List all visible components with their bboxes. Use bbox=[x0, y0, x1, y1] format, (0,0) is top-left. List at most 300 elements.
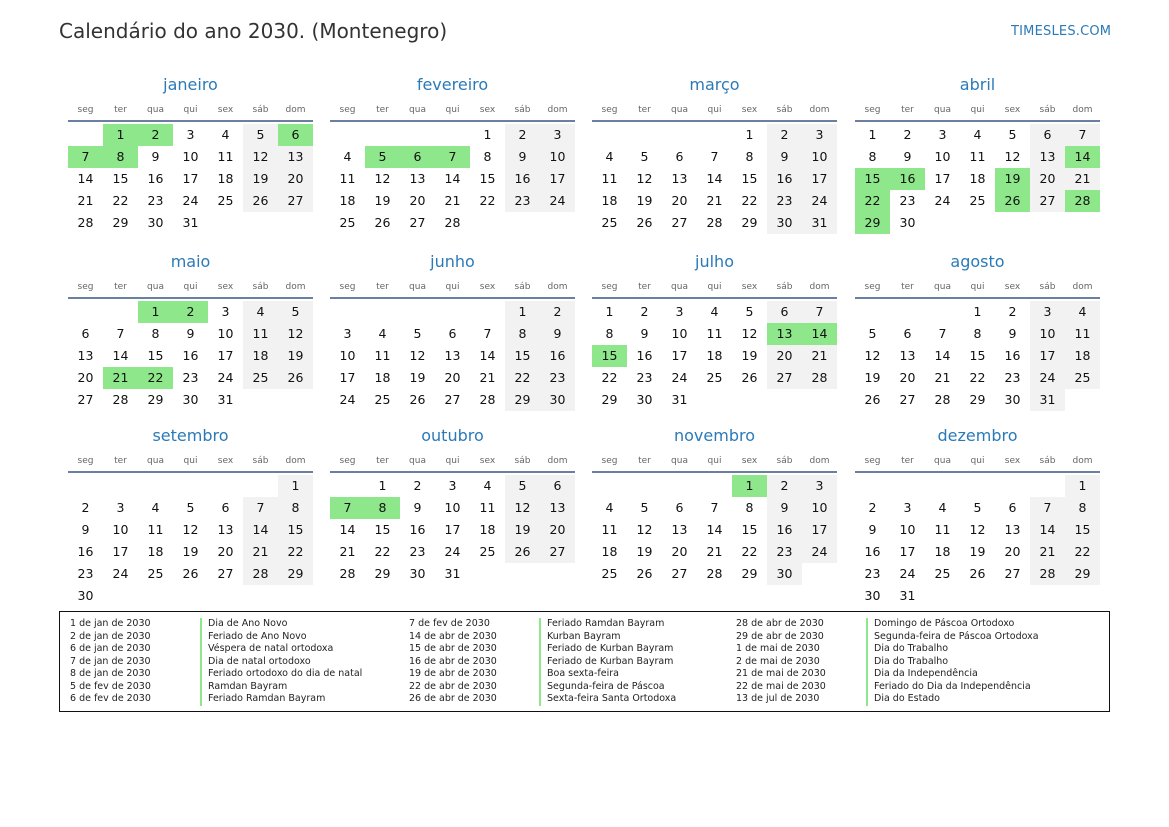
legend-date: 13 de jul de 2030 bbox=[736, 693, 820, 704]
day-cell: 26 bbox=[278, 367, 313, 389]
day-cell: 11 bbox=[601, 171, 618, 186]
legend-date: 22 de mai de 2030 bbox=[736, 680, 826, 692]
weekday-label: qui bbox=[183, 282, 198, 292]
day-cell: 9 bbox=[868, 522, 877, 537]
legend-holiday-name: Segunda-feira de Páscoa bbox=[547, 680, 665, 692]
weekday-label: qui bbox=[183, 456, 198, 466]
weekday-label: sex bbox=[479, 282, 496, 292]
weekday-label: sáb bbox=[514, 456, 531, 466]
day-cell: 10 bbox=[802, 497, 837, 519]
legend-date: 6 de jan de 2030 bbox=[70, 643, 151, 654]
day-cell: 9 bbox=[1008, 326, 1017, 341]
day-cell: 21 bbox=[706, 193, 723, 208]
weekday-header bbox=[68, 282, 313, 292]
day-cell: 23 bbox=[1004, 370, 1021, 385]
month-name: maio bbox=[170, 252, 211, 271]
day-cell: 14 bbox=[802, 323, 837, 345]
day-cell: 24 bbox=[899, 566, 916, 581]
legend-holiday-name: Ramdan Bayram bbox=[208, 680, 288, 692]
day-cell: 7 bbox=[243, 497, 278, 519]
day-cell: 16 bbox=[409, 522, 426, 537]
weekday-label: seg bbox=[339, 456, 356, 466]
day-cell: 1 bbox=[378, 478, 387, 493]
header-rule bbox=[68, 120, 313, 122]
day-cell: 5 bbox=[365, 146, 400, 168]
day-cell: 13 bbox=[444, 348, 461, 363]
legend-holiday-name: Dia do Estado bbox=[874, 693, 940, 704]
legend-date: 7 de fev de 2030 bbox=[409, 618, 490, 629]
day-cell: 5 bbox=[745, 304, 754, 319]
day-cell: 16 bbox=[147, 171, 164, 186]
day-cell: 18 bbox=[147, 544, 164, 559]
day-cell: 23 bbox=[147, 193, 164, 208]
weekday-label: dom bbox=[547, 282, 568, 292]
day-cell: 20 bbox=[671, 544, 688, 559]
day-cell: 21 bbox=[339, 544, 356, 559]
day-cell: 28 bbox=[706, 215, 723, 230]
day-cell: 10 bbox=[671, 326, 688, 341]
day-cell: 23 bbox=[899, 193, 916, 208]
day-cell: 28 bbox=[339, 566, 356, 581]
day-cell: 8 bbox=[973, 326, 982, 341]
weekday-label: qui bbox=[707, 282, 722, 292]
day-cell: 3 bbox=[221, 304, 230, 319]
day-cell: 27 bbox=[217, 566, 234, 581]
day-cell: 14 bbox=[339, 522, 356, 537]
day-cell: 30 bbox=[409, 566, 426, 581]
day-cell: 25 bbox=[601, 215, 618, 230]
day-cell: 2 bbox=[173, 301, 208, 323]
day-cell: 14 bbox=[706, 522, 723, 537]
header-rule bbox=[592, 297, 837, 299]
day-cell: 15 bbox=[505, 345, 540, 367]
day-cell: 14 bbox=[706, 171, 723, 186]
day-cell: 8 bbox=[745, 149, 754, 164]
day-cell: 18 bbox=[1065, 345, 1100, 367]
legend-divider bbox=[539, 618, 541, 706]
day-cell: 7 bbox=[710, 149, 719, 164]
day-cell: 8 bbox=[1065, 497, 1100, 519]
legend-holiday-name: Véspera de natal ortodoxa bbox=[208, 643, 334, 654]
day-cell: 20 bbox=[77, 370, 94, 385]
day-cell: 27 bbox=[899, 392, 916, 407]
day-cell: 4 bbox=[221, 127, 230, 142]
weekday-label: sex bbox=[217, 282, 234, 292]
day-cell: 20 bbox=[1030, 168, 1065, 190]
weekday-label: qua bbox=[147, 456, 164, 466]
day-cell: 5 bbox=[640, 149, 649, 164]
day-cell: 29 bbox=[147, 392, 164, 407]
day-cell: 20 bbox=[671, 193, 688, 208]
weekday-label: sáb bbox=[1039, 282, 1056, 292]
day-cell: 6 bbox=[81, 326, 90, 341]
weekday-header bbox=[855, 105, 1100, 115]
day-cell: 13 bbox=[671, 171, 688, 186]
day-cell: 1 bbox=[868, 127, 877, 142]
day-cell: 12 bbox=[636, 522, 653, 537]
day-cell: 9 bbox=[413, 500, 422, 515]
day-cell: 26 bbox=[409, 392, 426, 407]
day-cell: 12 bbox=[969, 522, 986, 537]
day-cell: 24 bbox=[444, 544, 461, 559]
month-name: julho bbox=[695, 252, 734, 271]
day-cell: 30 bbox=[899, 215, 916, 230]
day-cell: 10 bbox=[217, 326, 234, 341]
legend-divider bbox=[866, 618, 868, 706]
day-cell: 9 bbox=[540, 323, 575, 345]
day-cell: 4 bbox=[973, 127, 982, 142]
legend-holiday-name: Kurban Bayram bbox=[547, 630, 621, 642]
weekday-header bbox=[330, 456, 575, 466]
day-cell: 19 bbox=[505, 519, 540, 541]
legend-holiday-name: Feriado Ramdan Bayram bbox=[547, 618, 665, 629]
day-cell: 13 bbox=[1004, 522, 1021, 537]
day-cell: 26 bbox=[636, 566, 653, 581]
day-cell: 10 bbox=[182, 149, 199, 164]
day-cell: 1 bbox=[732, 475, 767, 497]
day-cell: 22 bbox=[855, 190, 890, 212]
day-cell: 2 bbox=[1008, 304, 1017, 319]
day-cell: 18 bbox=[217, 171, 234, 186]
weekday-label: ter bbox=[901, 105, 914, 115]
day-cell: 3 bbox=[540, 124, 575, 146]
day-cell: 27 bbox=[540, 541, 575, 563]
weekday-label: sex bbox=[217, 456, 234, 466]
day-cell: 26 bbox=[374, 215, 391, 230]
day-cell: 24 bbox=[802, 190, 837, 212]
day-cell: 17 bbox=[339, 370, 356, 385]
day-cell: 14 bbox=[1030, 519, 1065, 541]
weekday-label: sáb bbox=[514, 105, 531, 115]
day-cell: 21 bbox=[1030, 541, 1065, 563]
day-cell: 7 bbox=[116, 326, 125, 341]
weekday-label: qui bbox=[445, 456, 460, 466]
weekday-label: qua bbox=[934, 282, 951, 292]
day-cell: 5 bbox=[243, 124, 278, 146]
day-cell: 11 bbox=[969, 149, 986, 164]
header-rule bbox=[330, 120, 575, 122]
day-cell: 21 bbox=[934, 370, 951, 385]
day-cell: 30 bbox=[77, 588, 94, 603]
day-cell: 3 bbox=[1030, 301, 1065, 323]
weekday-label: qui bbox=[445, 282, 460, 292]
legend-divider bbox=[200, 618, 202, 706]
legend-date: 19 de abr de 2030 bbox=[409, 668, 497, 679]
day-cell: 11 bbox=[374, 348, 391, 363]
day-cell: 7 bbox=[938, 326, 947, 341]
day-cell: 1 bbox=[103, 124, 138, 146]
day-cell: 5 bbox=[868, 326, 877, 341]
day-cell: 31 bbox=[182, 215, 199, 230]
weekday-label: sáb bbox=[776, 456, 793, 466]
day-cell: 21 bbox=[103, 367, 138, 389]
day-cell: 6 bbox=[1030, 124, 1065, 146]
day-cell: 16 bbox=[636, 348, 653, 363]
day-cell: 2 bbox=[640, 304, 649, 319]
day-cell: 25 bbox=[217, 193, 234, 208]
day-cell: 18 bbox=[969, 171, 986, 186]
day-cell: 28 bbox=[1065, 190, 1100, 212]
day-cell: 10 bbox=[899, 522, 916, 537]
day-cell: 17 bbox=[802, 519, 837, 541]
weekday-header bbox=[592, 105, 837, 115]
weekday-label: sex bbox=[741, 282, 758, 292]
day-cell: 29 bbox=[374, 566, 391, 581]
legend-date: 22 de abr de 2030 bbox=[409, 680, 497, 692]
day-cell: 4 bbox=[343, 149, 352, 164]
day-cell: 27 bbox=[671, 215, 688, 230]
day-cell: 23 bbox=[540, 367, 575, 389]
day-cell: 25 bbox=[601, 566, 618, 581]
day-cell: 24 bbox=[182, 193, 199, 208]
day-cell: 21 bbox=[444, 193, 461, 208]
day-cell: 20 bbox=[278, 168, 313, 190]
day-cell: 30 bbox=[767, 212, 802, 234]
weekday-label: seg bbox=[864, 456, 881, 466]
day-cell: 18 bbox=[479, 522, 496, 537]
day-cell: 6 bbox=[675, 500, 684, 515]
day-cell: 6 bbox=[540, 475, 575, 497]
legend-date: 29 de abr de 2030 bbox=[736, 630, 824, 642]
day-cell: 12 bbox=[374, 171, 391, 186]
day-cell: 24 bbox=[1030, 367, 1065, 389]
day-cell: 2 bbox=[505, 124, 540, 146]
day-cell: 1 bbox=[1065, 475, 1100, 497]
site-link[interactable]: TIMESLES.COM bbox=[1011, 24, 1112, 39]
day-cell: 16 bbox=[864, 544, 881, 559]
weekday-label: ter bbox=[638, 282, 651, 292]
day-cell: 21 bbox=[706, 544, 723, 559]
day-cell: 26 bbox=[741, 370, 758, 385]
header-rule bbox=[68, 297, 313, 299]
day-cell: 19 bbox=[278, 345, 313, 367]
day-cell: 10 bbox=[802, 146, 837, 168]
weekday-label: ter bbox=[114, 282, 127, 292]
day-cell: 22 bbox=[112, 193, 129, 208]
weekday-label: ter bbox=[114, 105, 127, 115]
weekday-header bbox=[855, 282, 1100, 292]
weekday-label: ter bbox=[901, 282, 914, 292]
day-cell: 20 bbox=[899, 370, 916, 385]
day-cell: 22 bbox=[138, 367, 173, 389]
day-cell: 6 bbox=[903, 326, 912, 341]
weekday-header bbox=[855, 456, 1100, 466]
day-cell: 27 bbox=[444, 392, 461, 407]
day-cell: 6 bbox=[278, 124, 313, 146]
day-cell: 13 bbox=[899, 348, 916, 363]
page-title: Calendário do ano 2030. (Montenegro) bbox=[59, 19, 448, 43]
day-cell: 15 bbox=[278, 519, 313, 541]
holiday-legend bbox=[59, 611, 1110, 712]
day-cell: 11 bbox=[1065, 323, 1100, 345]
weekday-label: qui bbox=[970, 456, 985, 466]
weekday-label: qua bbox=[409, 105, 426, 115]
day-cell: 9 bbox=[640, 326, 649, 341]
day-cell: 17 bbox=[444, 522, 461, 537]
day-cell: 28 bbox=[802, 367, 837, 389]
legend-date: 2 de jan de 2030 bbox=[70, 630, 151, 642]
day-cell: 15 bbox=[969, 348, 986, 363]
weekday-label: qui bbox=[445, 105, 460, 115]
day-cell: 22 bbox=[479, 193, 496, 208]
day-cell: 4 bbox=[605, 149, 614, 164]
day-cell: 5 bbox=[186, 500, 195, 515]
day-cell: 11 bbox=[147, 522, 164, 537]
day-cell: 28 bbox=[1030, 563, 1065, 585]
day-cell: 15 bbox=[1065, 519, 1100, 541]
day-cell: 14 bbox=[479, 348, 496, 363]
weekday-label: qui bbox=[707, 105, 722, 115]
weekday-header bbox=[330, 105, 575, 115]
day-cell: 27 bbox=[278, 190, 313, 212]
day-cell: 12 bbox=[278, 323, 313, 345]
day-cell: 14 bbox=[77, 171, 94, 186]
day-cell: 27 bbox=[77, 392, 94, 407]
day-cell: 4 bbox=[243, 301, 278, 323]
day-cell: 27 bbox=[1030, 190, 1065, 212]
weekday-label: qua bbox=[934, 456, 951, 466]
day-cell: 25 bbox=[934, 566, 951, 581]
day-cell: 13 bbox=[1030, 146, 1065, 168]
day-cell: 5 bbox=[413, 326, 422, 341]
day-cell: 10 bbox=[934, 149, 951, 164]
day-cell: 1 bbox=[605, 304, 614, 319]
day-cell: 24 bbox=[112, 566, 129, 581]
day-cell: 31 bbox=[1030, 389, 1065, 411]
day-cell: 7 bbox=[330, 497, 365, 519]
weekday-label: qua bbox=[671, 282, 688, 292]
day-cell: 2 bbox=[903, 127, 912, 142]
weekday-label: qua bbox=[409, 456, 426, 466]
day-cell: 15 bbox=[374, 522, 391, 537]
weekday-label: seg bbox=[77, 456, 94, 466]
day-cell: 8 bbox=[868, 149, 877, 164]
day-cell: 25 bbox=[339, 215, 356, 230]
day-cell: 12 bbox=[741, 326, 758, 341]
day-cell: 12 bbox=[182, 522, 199, 537]
day-cell: 9 bbox=[767, 146, 802, 168]
day-cell: 20 bbox=[217, 544, 234, 559]
day-cell: 7 bbox=[68, 146, 103, 168]
day-cell: 3 bbox=[675, 304, 684, 319]
legend-holiday-name: Feriado Ramdan Bayram bbox=[208, 693, 326, 704]
day-cell: 17 bbox=[112, 544, 129, 559]
header-rule bbox=[330, 471, 575, 473]
legend-holiday-name: Dia de Ano Novo bbox=[208, 618, 288, 629]
weekday-label: qui bbox=[183, 105, 198, 115]
day-cell: 6 bbox=[1008, 500, 1017, 515]
day-cell: 19 bbox=[969, 544, 986, 559]
day-cell: 15 bbox=[592, 345, 627, 367]
day-cell: 2 bbox=[767, 475, 802, 497]
day-cell: 23 bbox=[505, 190, 540, 212]
day-cell: 1 bbox=[745, 127, 754, 142]
day-cell: 11 bbox=[339, 171, 356, 186]
legend-date: 15 de abr de 2030 bbox=[409, 643, 497, 654]
legend-holiday-name: Feriado de Kurban Bayram bbox=[547, 643, 674, 654]
weekday-label: qua bbox=[671, 105, 688, 115]
day-cell: 14 bbox=[444, 171, 461, 186]
month-name: janeiro bbox=[163, 75, 218, 94]
weekday-label: sex bbox=[1004, 282, 1021, 292]
day-cell: 25 bbox=[243, 367, 278, 389]
day-cell: 11 bbox=[479, 500, 496, 515]
day-cell: 11 bbox=[243, 323, 278, 345]
day-cell: 5 bbox=[973, 500, 982, 515]
day-cell: 11 bbox=[601, 522, 618, 537]
legend-holiday-name: Dia do Trabalho bbox=[874, 643, 949, 654]
day-cell: 26 bbox=[505, 541, 540, 563]
day-cell: 22 bbox=[374, 544, 391, 559]
day-cell: 31 bbox=[671, 392, 688, 407]
day-cell: 2 bbox=[767, 124, 802, 146]
weekday-label: ter bbox=[114, 456, 127, 466]
weekday-label: seg bbox=[601, 282, 618, 292]
weekday-label: dom bbox=[285, 456, 306, 466]
legend-holiday-name: Feriado do Dia da Independência bbox=[874, 680, 1031, 692]
day-cell: 23 bbox=[77, 566, 94, 581]
day-cell: 19 bbox=[243, 168, 278, 190]
day-cell: 26 bbox=[243, 190, 278, 212]
legend-holiday-name: Feriado de Kurban Bayram bbox=[547, 655, 674, 667]
weekday-header bbox=[592, 456, 837, 466]
day-cell: 7 bbox=[802, 301, 837, 323]
day-cell: 29 bbox=[505, 389, 540, 411]
weekday-label: dom bbox=[285, 282, 306, 292]
legend-date: 16 de abr de 2030 bbox=[409, 655, 497, 667]
weekday-label: sáb bbox=[252, 105, 269, 115]
legend-date: 21 de mai de 2030 bbox=[736, 668, 826, 679]
day-cell: 12 bbox=[636, 171, 653, 186]
day-cell: 25 bbox=[706, 370, 723, 385]
weekday-label: qui bbox=[707, 456, 722, 466]
day-cell: 26 bbox=[636, 215, 653, 230]
day-cell: 16 bbox=[1004, 348, 1021, 363]
day-cell: 21 bbox=[243, 541, 278, 563]
day-cell: 15 bbox=[741, 171, 758, 186]
day-cell: 19 bbox=[636, 544, 653, 559]
day-cell: 22 bbox=[505, 367, 540, 389]
day-cell: 29 bbox=[741, 215, 758, 230]
weekday-label: sex bbox=[479, 105, 496, 115]
day-cell: 31 bbox=[899, 588, 916, 603]
day-cell: 11 bbox=[706, 326, 723, 341]
day-cell: 17 bbox=[1030, 345, 1065, 367]
weekday-label: dom bbox=[285, 105, 306, 115]
legend-date: 1 de jan de 2030 bbox=[70, 618, 151, 629]
day-cell: 16 bbox=[767, 519, 802, 541]
legend-date: 28 de abr de 2030 bbox=[736, 618, 824, 629]
day-cell: 29 bbox=[278, 563, 313, 585]
day-cell: 8 bbox=[365, 497, 400, 519]
month-name: junho bbox=[430, 252, 475, 271]
day-cell: 23 bbox=[767, 190, 802, 212]
legend-date: 14 de abr de 2030 bbox=[409, 630, 497, 642]
weekday-label: seg bbox=[864, 282, 881, 292]
weekday-label: dom bbox=[809, 282, 830, 292]
day-cell: 15 bbox=[112, 171, 129, 186]
month-name: outubro bbox=[421, 426, 484, 445]
day-cell: 12 bbox=[243, 146, 278, 168]
day-cell: 31 bbox=[444, 566, 461, 581]
weekday-label: seg bbox=[339, 105, 356, 115]
day-cell: 17 bbox=[899, 544, 916, 559]
day-cell: 30 bbox=[540, 389, 575, 411]
day-cell: 6 bbox=[448, 326, 457, 341]
day-cell: 28 bbox=[706, 566, 723, 581]
day-cell: 14 bbox=[934, 348, 951, 363]
day-cell: 9 bbox=[767, 497, 802, 519]
